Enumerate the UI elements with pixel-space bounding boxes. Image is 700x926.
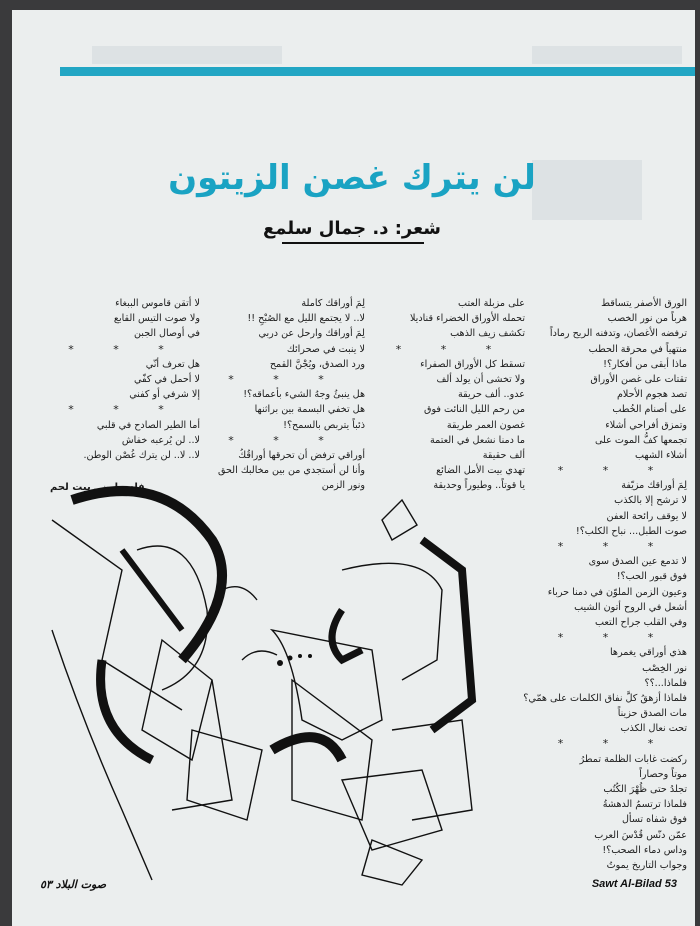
stanza-separator: * * *	[557, 631, 672, 645]
poem-column-3	[205, 296, 365, 493]
poem-line: ركضت غابات الظلمة تمطرُ	[579, 753, 687, 765]
poem-line: ولا تخشى أن يولد ألف	[436, 373, 525, 385]
poem-signature: فلسطين ـ بيت لحم	[50, 482, 145, 493]
poem-line: تصد هجوم الأحلام	[616, 389, 687, 401]
poem-line: لا.. لا.. لن يترك غُصْن الوطن.	[83, 449, 200, 461]
magazine-page	[12, 10, 695, 926]
poem-line: ورد الصدق، ويُجْنَّ القمح	[269, 358, 365, 370]
poem-line: وداس دماء الصحب؟!	[602, 844, 687, 856]
poem-line: ولا صوت التيس القابع	[113, 313, 200, 325]
poem-line: وأنا لن أستجدي من بين مخالبك الحق	[217, 465, 365, 477]
poem-line: لا يوقف رائحة العفن	[606, 510, 687, 522]
poem-line: فلماذا...؟؟	[644, 677, 687, 689]
poem-line: لا ينبت في صحرائك	[286, 343, 365, 355]
poem-line: تجمعها كفُّ الموت على	[594, 434, 687, 446]
poem-line: لا أحمل في كفّي	[133, 373, 200, 385]
poem-line: لِمَ أوراقك كاملة	[301, 298, 365, 309]
poem-line: الورق الأصفر يتساقط	[601, 298, 687, 309]
poem-line: تهدي بيت الأمل الضائع	[436, 465, 525, 477]
stanza-separator: * * *	[68, 403, 182, 417]
poem-line: نور الخِصْب	[642, 662, 687, 674]
poem-line: موتاً وحصاراً	[639, 768, 687, 780]
stanza-separator: * * *	[557, 540, 672, 553]
poem-line: إلا شرفي أو كفني	[129, 389, 200, 401]
poem-line: لا ترشح إلا بالكذب	[614, 495, 687, 507]
poem-line: فوق قبور الحب؟!	[616, 571, 687, 583]
poem-line: في أوصال الجبن	[134, 328, 200, 340]
poem-line: عمّن دنّس قُدْسَ العرب	[594, 829, 687, 841]
poem-line: وعيون الزمن الملوّن في دمنا حرباء	[547, 586, 687, 598]
poem-line: أوراقي ترفض أن تحرقها أوراقُكُ	[238, 449, 365, 461]
poem-line: لِمَ أوراقك وارحل عن دربي	[258, 328, 365, 340]
line-art-illustration	[42, 480, 482, 890]
poem-line: على مزبلة العتب	[458, 298, 525, 309]
poem-line: أشلاء الشهب	[635, 449, 687, 461]
poem-line: ذئباً يتربص بالسمح؟!	[283, 419, 365, 431]
poem-line: ما دمنا نشعل في العتمة	[430, 434, 525, 446]
poem-title: لن يترك غصن الزيتون	[168, 158, 536, 198]
poem-line: على أصنام الخُطب	[612, 404, 687, 416]
poem-line: ونور الزمن	[321, 480, 365, 492]
poem-line: تجلدُ حتى ظُهْرَ الكُتُب	[603, 784, 687, 795]
stanza-separator: * * *	[68, 342, 182, 356]
poem-line: فلماذا ترتسمُ الدهشةُ	[602, 799, 687, 811]
poem-line: فوق شفاه تسأل	[621, 814, 687, 826]
poem-line: لا.. لا يجتمع الليل مع الصُبْحِ !!	[247, 313, 365, 325]
poem-line: مات الصدق حزيناً	[617, 708, 687, 720]
poem-line: تحت نعال الكذب	[620, 723, 687, 735]
poem-line: غصون العمر طريقة	[446, 419, 525, 431]
show-through-block	[532, 46, 682, 64]
poem-line: منتهياً في محرقة الحطب	[588, 343, 687, 355]
poem-line: تحمله الأوراق الخضراء قناديلا	[409, 313, 525, 325]
poem-line: هرباً من نور الخصب	[607, 313, 687, 325]
poem-line: لا أتقن قاموس الببغاء	[115, 298, 200, 309]
poem-column-2	[380, 296, 525, 493]
stanza-separator: * * *	[395, 342, 510, 356]
poem-line: أما الطير الصادح في قلبي	[96, 419, 200, 431]
poem-line: أشعل في الروح أتون الشيب	[574, 601, 687, 613]
stanza-separator: * * *	[228, 372, 342, 386]
poem-line: من رحم الليل النائت فوق	[424, 404, 525, 416]
poem-line: لا.. لن يُرعبه خفاش	[121, 434, 200, 446]
author-underline	[282, 242, 424, 244]
poem-column-4	[50, 296, 200, 463]
poem-line: هل تعرف أنّي	[145, 358, 200, 370]
poem-line: لِمَ أوراقك مزيّفة	[621, 480, 687, 492]
poem-line: هل تخفي البسمة بين براثنها	[254, 404, 365, 416]
poem-line: وجواب التاريخ يموتُ	[606, 859, 687, 871]
poem-line: صوت الطبل... نباح الكلب؟!	[575, 525, 687, 537]
show-through-block	[92, 46, 282, 64]
header-accent-bar	[60, 67, 695, 76]
poem-line: تقتات على غصن الأوراق	[590, 373, 687, 385]
poem-line: لا تدمع عين الصدق سوى	[588, 556, 687, 568]
poem-line: وفي القلب جراح التعب	[594, 616, 687, 628]
poem-line: تسقط كل الأوراق الصفراء	[420, 358, 525, 370]
poem-line: يا قوتاً.. وطيوراً وحديقة	[433, 480, 525, 492]
poem-line: عدو.. ألف حريقة	[457, 389, 525, 401]
stanza-separator: * * *	[557, 737, 672, 751]
stanza-separator: * * *	[557, 464, 672, 478]
footer-latin: Sawt Al-Bilad 53	[591, 878, 677, 890]
poem-line: هل ينبئُ وجهُ الشيء بأعماقه؟!	[243, 389, 365, 401]
poem-line: ألف حقيقة	[482, 449, 525, 461]
poem-column-1	[523, 296, 687, 873]
poem-author: شعر: د. جمال سلمع	[263, 218, 441, 239]
stanza-separator: * * *	[228, 433, 342, 447]
footer-arabic: صوت البلاد ٥٣	[40, 878, 107, 891]
poem-line: وتمزق أفراحي أشلاء	[605, 419, 687, 431]
poem-line: هذي أوراقي يغمرها	[609, 647, 687, 659]
poem-line: تكشف زيف الذهب	[450, 328, 525, 340]
show-through-block	[532, 160, 642, 220]
poem-line: ماذا أبقى من أفكار؟!	[603, 358, 687, 370]
poem-line: فلماذا أزهقُ كلَّ نفاق الكلمات على همّي؟	[523, 692, 687, 704]
poem-line: ترفضه الأغصان، وتدفنه الريح رماداً	[549, 328, 687, 340]
